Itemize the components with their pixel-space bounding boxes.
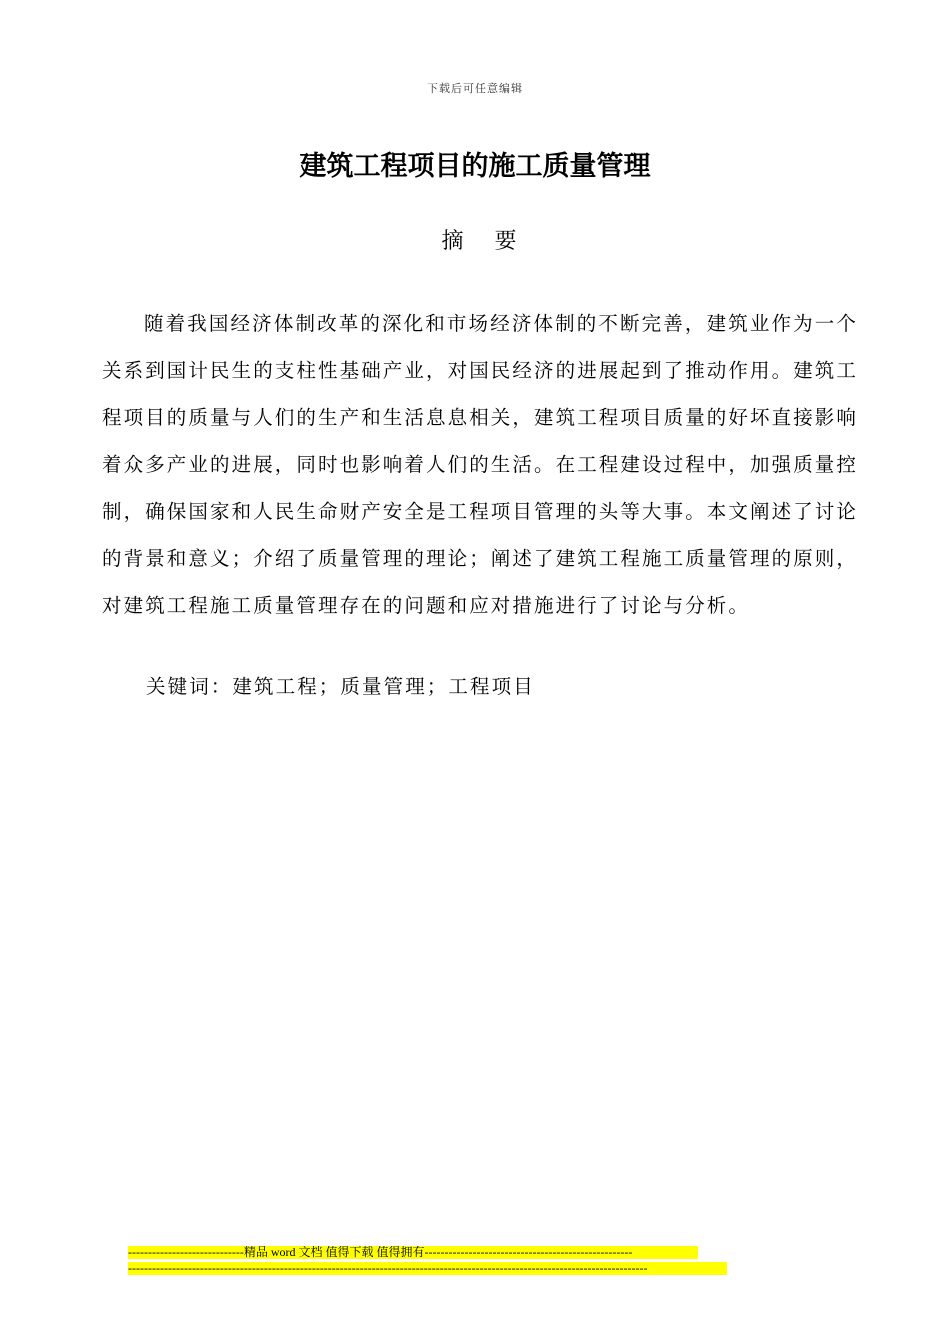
footer-banner-line-1: -----------------------------精品 word 文档 值得下载 值得拥有---------------------------------------------------- (128, 1246, 698, 1259)
page-header-note: 下载后可任意编辑 (427, 82, 523, 95)
abstract-heading: 摘 要 (441, 229, 529, 254)
keywords-line: 关键词：建筑工程；质量管理；工程项目 (146, 675, 535, 698)
document-title: 建筑工程项目的施工质量管理 (299, 151, 651, 182)
footer-banner-line-2: ---------------------------------------------------------------------------------------------------------------------------------- (128, 1262, 727, 1275)
abstract-body: 随着我国经济体制改革的深化和市场经济体制的不断完善，建筑业作为一个关系到国计民生的支柱性基础产业，对国民经济的进展起到了推动作用。建筑工程项目的质量与人们的生产和生活息息相关，建筑工程项目质量的好坏直接影响着众多产业的进展，同时也影响着人们的生活。在工程建设过程中，加强质量控制，确保国家和人民生命财产安全是工程项目管理的头等大事。本文阐述了讨论的背景和意义；介绍了质量管理的理论；阐述了建筑工程施工质量管理的原则，对建筑工程施工质量管理存在的问题和应对措施进行了讨论与分析。 (102, 312, 859, 617)
